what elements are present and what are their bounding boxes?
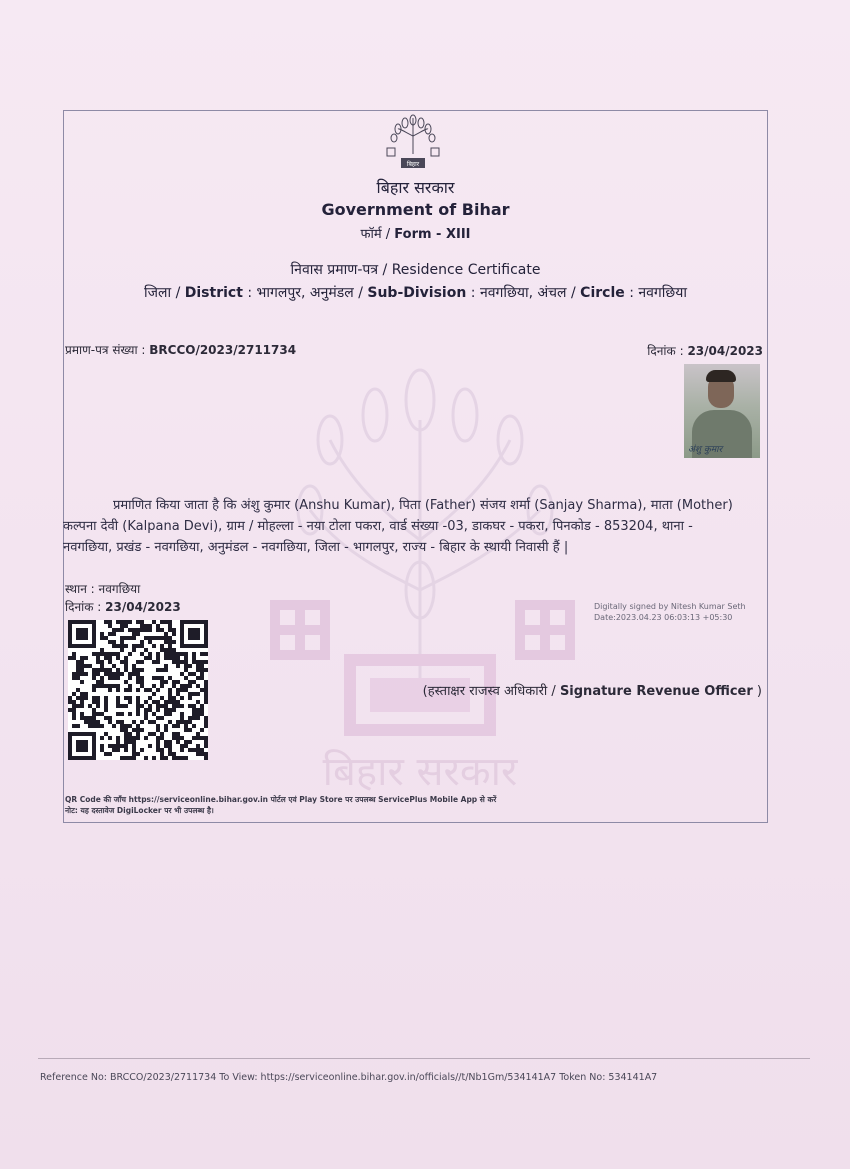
certificate-title	[63, 260, 768, 279]
body-line-3: नवगछिया, प्रखंड - नवगछिया, अनुमंडल - नवगछिया, जिला - भागलपुर, राज्य - बिहार के स्थायी निवासी हैं |	[63, 540, 569, 555]
bihar-emblem-logo	[385, 114, 441, 170]
body-line-1: प्रमाणित किया जाता है कि अंशु कुमार (Anshu Kumar), पिता (Father) संजय शर्मा (Sanjay Sharma), माता (Mother)	[113, 498, 733, 513]
issue-date-value: 23/04/2023	[687, 344, 763, 358]
signature-label	[423, 681, 762, 699]
digital-signature	[594, 601, 746, 623]
emblem-text: बिहार	[406, 161, 420, 168]
digital-signature-line-1: Digitally signed by Nitesh Kumar Seth	[594, 602, 746, 611]
footer-divider	[38, 1058, 810, 1059]
district-prefix: जिला /	[144, 285, 185, 301]
title-english: Residence Certificate	[391, 262, 541, 278]
issue-date	[647, 342, 763, 359]
place-line: स्थान : नवगछिया	[65, 582, 141, 596]
subdivision-label: Sub-Division	[367, 285, 467, 301]
place-block	[65, 580, 181, 616]
gov-title-hindi: बिहार सरकार	[376, 178, 455, 197]
signature-english: Signature Revenue Officer	[559, 684, 753, 699]
place-date-label: दिनांक :	[65, 600, 106, 614]
place-date	[65, 598, 181, 616]
subdivision-value: : नवगछिया, अंचल /	[466, 285, 581, 301]
district-value: : भागलपुर, अनुमंडल /	[242, 285, 368, 301]
place-date-value: 23/04/2023	[105, 600, 181, 614]
signature-hindi: (हस्ताक्षर राजस्व अधिकारी /	[422, 684, 560, 699]
circle-value: : नवगछिया	[624, 285, 687, 301]
footer-note	[65, 794, 496, 816]
title-hindi: निवास प्रमाण-पत्र /	[290, 262, 392, 278]
verification-qr-code[interactable]	[68, 620, 208, 760]
digital-signature-line-2: Date:2023.04.23 06:03:13 +05:30	[594, 613, 733, 622]
form-label: Form - XIII	[394, 227, 471, 242]
footer-note-line-2: नोट: यह दस्तावेज DigiLocker पर भी उपलब्ध है।	[65, 806, 214, 815]
applicant-photo	[684, 364, 760, 458]
footer-note-line-1: QR Code की जाँच https://serviceonline.bihar.gov.in पोर्टल एवं Play Store पर उपलब्ध ServicePlus Mobile App से करें	[65, 795, 497, 804]
district-label: District	[184, 285, 243, 301]
issue-date-label: दिनांक :	[647, 344, 688, 358]
certificate-number-label: प्रमाण-पत्र संख्या :	[65, 343, 150, 357]
certificate-number-value: BRCCO/2023/2711734	[149, 343, 297, 357]
gov-title-english: Government of Bihar	[321, 200, 510, 219]
body-line-2: कल्पना देवी (Kalpana Devi), ग्राम / मोहल्ला - नया टोला पकरा, वार्ड संख्या -03, डाकघर - पकरा, पिनकोड - 853204, थाना -	[63, 519, 693, 534]
reference-line: Reference No: BRCCO/2023/2711734 To View: https://serviceonline.bihar.gov.in/officials//t/Nb1Gm/534141A7 Token No: 534141A7	[40, 1072, 658, 1083]
location-line	[63, 283, 768, 302]
form-number	[63, 224, 768, 242]
form-prefix: फॉर्म /	[360, 227, 395, 242]
certificate-body	[63, 495, 766, 558]
photo-hair	[706, 370, 736, 382]
circle-label: Circle	[580, 285, 625, 301]
photo-signature: अंशु कुमार	[688, 445, 723, 455]
certificate-number	[65, 341, 296, 358]
signature-close: )	[752, 684, 762, 699]
watermark-text: बिहार सरकार	[322, 749, 518, 795]
